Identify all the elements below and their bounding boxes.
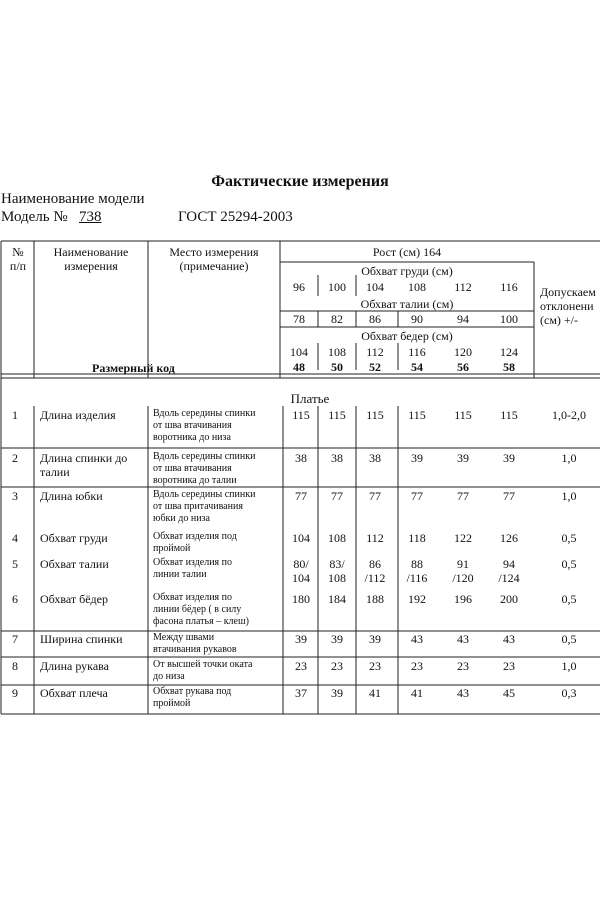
row-value: 196	[454, 592, 472, 606]
row-value: 115	[328, 408, 346, 422]
row-value: 43	[503, 632, 515, 646]
row-value: 115	[454, 408, 472, 422]
row-measure-place: Обхват изделия по линии талии	[153, 557, 233, 580]
row-tolerance: 1,0	[561, 489, 577, 503]
row-number: 2	[12, 451, 18, 465]
row-value: 39	[457, 451, 469, 465]
row-value: 77	[331, 489, 343, 503]
hips-value: 120	[454, 345, 472, 359]
chest-value: 96	[293, 280, 305, 294]
row-value: 41	[369, 686, 381, 700]
header-chest-label: Обхват груди (см)	[361, 264, 453, 278]
chest-value: 100	[328, 280, 346, 294]
model-number-value: 738	[78, 209, 102, 225]
section-title: Платье	[290, 391, 330, 406]
row-value: 115	[292, 408, 310, 422]
row-value: 115	[500, 408, 518, 422]
row-value: 115	[366, 408, 384, 422]
row-value: 77	[457, 489, 469, 503]
row-value: 83/ 108	[328, 557, 346, 585]
header-tolerance: Допускаем отклонени (см) +/-	[540, 285, 596, 327]
row-number: 1	[12, 408, 18, 422]
hips-value: 116	[408, 345, 426, 359]
row-value: 94 /124	[498, 557, 520, 585]
row-value: 43	[411, 632, 423, 646]
row-value: 108	[328, 531, 346, 545]
row-value: 39	[411, 451, 423, 465]
row-tolerance: 0,5	[561, 592, 577, 606]
row-value: 23	[411, 659, 423, 673]
row-value: 86 /112	[364, 557, 386, 585]
row-value: 184	[328, 592, 346, 606]
size-code-value: 48	[293, 360, 305, 374]
row-measure-name: Обхват талии	[40, 557, 109, 571]
size-code-value: 52	[369, 360, 381, 374]
row-measure-place: Вдоль середины спинки от шва притачивания юбки до низа	[153, 489, 256, 524]
waist-value: 78	[293, 312, 305, 326]
row-value: 192	[408, 592, 426, 606]
row-value: 39	[369, 632, 381, 646]
row-measure-place: Обхват рукава под проймой	[153, 686, 232, 709]
row-value: 104	[292, 531, 310, 545]
gost-standard: ГОСТ 25294-2003	[178, 209, 293, 225]
row-value: 43	[457, 632, 469, 646]
row-measure-place: От высшей точки оката до низа	[153, 659, 253, 682]
row-measure-name: Длина изделия	[40, 408, 116, 422]
row-tolerance: 1,0	[561, 659, 577, 673]
row-value: 77	[369, 489, 381, 503]
row-value: 115	[408, 408, 426, 422]
row-measure-name: Ширина спинки	[40, 632, 123, 646]
row-measure-name: Обхват бёдер	[40, 592, 108, 606]
row-value: 23	[369, 659, 381, 673]
row-value: 112	[366, 531, 384, 545]
row-value: 39	[295, 632, 307, 646]
row-measure-name: Длина юбки	[40, 489, 103, 503]
row-tolerance: 0,5	[561, 557, 577, 571]
hips-value: 104	[290, 345, 308, 359]
row-value: 80/ 104	[292, 557, 310, 585]
size-code-value: 58	[503, 360, 515, 374]
header-measure-name: Наименование измерения	[53, 245, 129, 273]
row-measure-name: Длина спинки до талии	[40, 451, 128, 479]
waist-value: 82	[331, 312, 343, 326]
header-waist-label: Обхват талии (см)	[360, 297, 454, 311]
row-value: 77	[503, 489, 515, 503]
model-name-label: Наименование модели	[1, 191, 145, 207]
row-value: 188	[366, 592, 384, 606]
header-hips-label: Обхват бедер (см)	[361, 329, 453, 343]
hips-value: 112	[366, 345, 384, 359]
row-tolerance: 0,5	[561, 632, 577, 646]
row-value: 88 /116	[406, 557, 428, 585]
row-measure-place: Обхват изделия под проймой	[153, 531, 237, 554]
row-tolerance: 0,5	[561, 531, 577, 545]
row-number: 9	[12, 686, 18, 700]
row-value: 200	[500, 592, 518, 606]
row-value: 23	[295, 659, 307, 673]
row-value: 45	[503, 686, 515, 700]
waist-value: 86	[369, 312, 381, 326]
size-code-value: 50	[331, 360, 343, 374]
chest-value: 104	[366, 280, 384, 294]
row-value: 41	[411, 686, 423, 700]
row-measure-place: Вдоль середины спинки от шва втачивания воротника до низа	[153, 408, 256, 443]
row-number: 8	[12, 659, 18, 673]
row-value: 38	[369, 451, 381, 465]
header-number: № п/п	[9, 245, 27, 273]
row-value: 39	[331, 632, 343, 646]
row-measure-name: Длина рукава	[40, 659, 109, 673]
row-number: 4	[12, 531, 18, 545]
row-value: 38	[295, 451, 307, 465]
chest-value: 108	[408, 280, 426, 294]
waist-value: 94	[457, 312, 469, 326]
waist-value: 100	[500, 312, 518, 326]
row-number: 3	[12, 489, 18, 503]
hips-value: 108	[328, 345, 346, 359]
row-value: 43	[457, 686, 469, 700]
header-measure-place: Место измерения (примечание)	[169, 245, 259, 273]
row-value: 122	[454, 531, 472, 545]
row-number: 5	[12, 557, 18, 571]
size-code-value: 54	[411, 360, 423, 374]
model-number-label: Модель №	[1, 209, 68, 225]
hips-value: 124	[500, 345, 518, 359]
row-value: 180	[292, 592, 310, 606]
row-value: 77	[411, 489, 423, 503]
row-tolerance: 1,0-2,0	[552, 408, 586, 422]
chest-value: 112	[454, 280, 472, 294]
row-measure-place: Обхват изделия по линии бёдер ( в силу фасона платья – клеш)	[153, 592, 250, 627]
row-value: 39	[503, 451, 515, 465]
row-value: 118	[408, 531, 426, 545]
row-measure-name: Обхват груди	[40, 531, 108, 545]
chest-value: 116	[500, 280, 518, 294]
waist-value: 90	[411, 312, 423, 326]
row-value: 91 /120	[452, 557, 474, 585]
row-value: 37	[295, 686, 307, 700]
row-tolerance: 0,3	[561, 686, 577, 700]
row-tolerance: 1,0	[561, 451, 577, 465]
row-number: 7	[12, 632, 18, 646]
row-value: 23	[457, 659, 469, 673]
row-value: 23	[331, 659, 343, 673]
header-height: Рост (см) 164	[372, 245, 442, 259]
row-value: 39	[331, 686, 343, 700]
row-measure-name: Обхват плеча	[40, 686, 108, 700]
row-measure-place: Между швами втачивания рукавов	[153, 632, 237, 655]
size-code-label: Размерный код	[92, 361, 175, 375]
row-value: 23	[503, 659, 515, 673]
row-measure-place: Вдоль середины спинки от шва втачивания воротника до талии	[153, 451, 256, 486]
row-value: 38	[331, 451, 343, 465]
row-number: 6	[12, 592, 18, 606]
row-value: 77	[295, 489, 307, 503]
row-value: 126	[500, 531, 518, 545]
document-title: Фактические измерения	[211, 173, 389, 190]
size-code-value: 56	[457, 360, 469, 374]
